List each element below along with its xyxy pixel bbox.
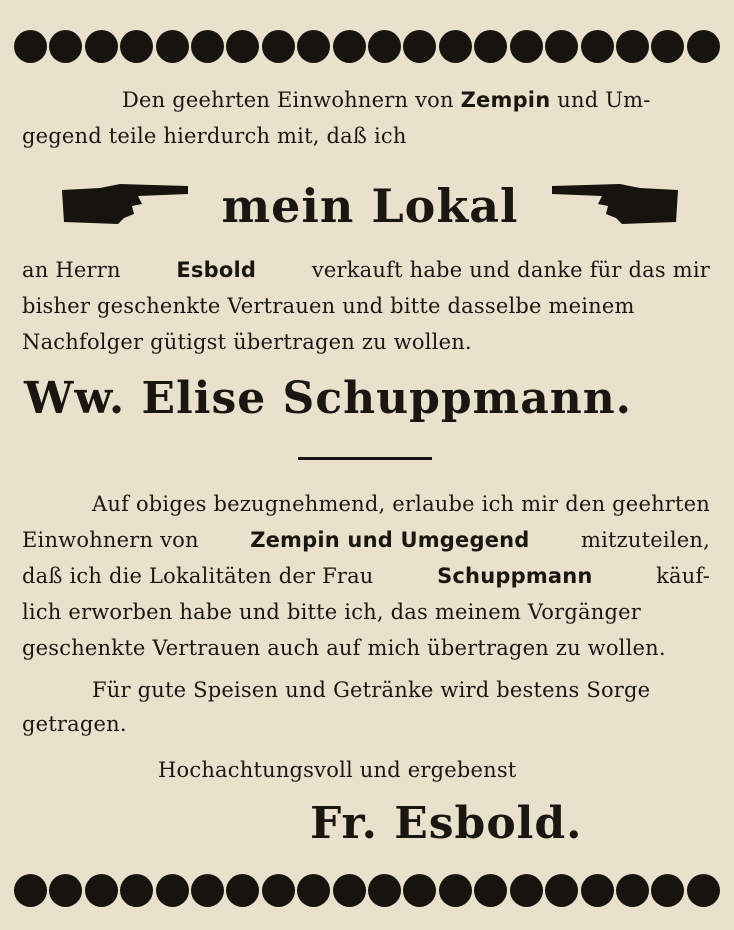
reply-line-6 — [0, 678, 734, 702]
border-dot — [85, 874, 118, 907]
border-dot — [333, 30, 366, 63]
border-dot — [49, 30, 82, 63]
border-dot — [156, 874, 189, 907]
border-dot — [297, 30, 330, 63]
border-dot — [85, 30, 118, 63]
body-line-2 — [0, 294, 734, 318]
reply-text: getragen. — [22, 712, 127, 736]
reply-text: daß ich die Lokalitäten der Frau — [22, 564, 374, 588]
reply-line-3 — [0, 564, 734, 588]
border-dot — [403, 874, 436, 907]
border-dot — [120, 30, 153, 63]
reply-line-7 — [0, 712, 734, 736]
bottom-dot-border — [14, 872, 720, 908]
intro-text: Den geehrten Einwohnern von — [122, 88, 454, 112]
reply-line-2 — [0, 528, 734, 552]
body-text: Nachfolger gütigst übertragen zu wollen. — [22, 330, 472, 354]
seller-signature: Ww. Elise Schuppmann. — [24, 373, 632, 424]
border-dot — [581, 30, 614, 63]
reply-text: mitzuteilen, — [580, 528, 710, 552]
border-dot — [14, 874, 47, 907]
border-dot — [687, 30, 720, 63]
pointing-hand-left-icon — [550, 182, 680, 226]
body-line-3 — [0, 330, 734, 354]
reply-text: lich erworben habe und bitte ich, das meinem Vorgänger — [22, 600, 641, 624]
border-dot — [368, 30, 401, 63]
place-name: Zempin — [460, 88, 551, 112]
divider-rule — [298, 457, 432, 460]
intro-line-2 — [0, 124, 734, 148]
border-dot — [581, 874, 614, 907]
border-dot — [474, 874, 507, 907]
border-dot — [545, 30, 578, 63]
border-dot — [226, 874, 259, 907]
top-dot-border — [14, 28, 720, 64]
pointing-hand-right-icon — [60, 182, 190, 226]
border-dot — [226, 30, 259, 63]
border-dot — [403, 30, 436, 63]
place-name: Zempin und Umgegend — [250, 528, 530, 552]
border-dot — [510, 874, 543, 907]
intro-text: und Um- — [557, 88, 651, 112]
body-text: an Herrn — [22, 258, 121, 282]
heading-title: mein Lokal — [221, 179, 519, 233]
border-dot — [616, 874, 649, 907]
closing-line — [0, 758, 734, 782]
intro-line-1 — [0, 88, 734, 112]
border-dot — [616, 30, 649, 63]
reply-line-5 — [0, 636, 734, 660]
border-dot — [651, 30, 684, 63]
closing-text: Hochachtungsvoll und ergebenst — [158, 758, 517, 782]
border-dot — [191, 874, 224, 907]
buyer-signature: Fr. Esbold. — [310, 798, 583, 849]
reply-line-1 — [0, 492, 734, 516]
border-dot — [651, 874, 684, 907]
buyer-name: Esbold — [176, 258, 257, 282]
reply-text: Für gute Speisen und Getränke wird bestens Sorge — [92, 678, 651, 702]
border-dot — [297, 874, 330, 907]
border-dot — [474, 30, 507, 63]
border-dot — [439, 874, 472, 907]
border-dot — [545, 874, 578, 907]
reply-text: käuf- — [656, 564, 710, 588]
reply-text: Auf obiges bezugnehmend, erlaube ich mir den geehrten — [92, 492, 711, 516]
body-line-1 — [0, 258, 734, 282]
seller-surname: Schuppmann — [437, 564, 593, 588]
intro-text: gegend teile hierdurch mit, daß ich — [22, 124, 407, 148]
border-dot — [510, 30, 543, 63]
heading-row — [0, 178, 734, 234]
border-dot — [439, 30, 472, 63]
border-dot — [368, 874, 401, 907]
border-dot — [156, 30, 189, 63]
border-dot — [262, 30, 295, 63]
reply-line-4 — [0, 600, 734, 624]
border-dot — [14, 30, 47, 63]
reply-text: Einwohnern von — [22, 528, 199, 552]
border-dot — [49, 874, 82, 907]
body-text: bisher geschenkte Vertrauen und bitte dasselbe meinem — [22, 294, 635, 318]
reply-text: geschenkte Vertrauen auch auf mich übertragen zu wollen. — [22, 636, 666, 660]
border-dot — [333, 874, 366, 907]
body-text: verkauft habe und danke für das mir — [311, 258, 710, 282]
border-dot — [120, 874, 153, 907]
border-dot — [191, 30, 224, 63]
border-dot — [687, 874, 720, 907]
border-dot — [262, 874, 295, 907]
